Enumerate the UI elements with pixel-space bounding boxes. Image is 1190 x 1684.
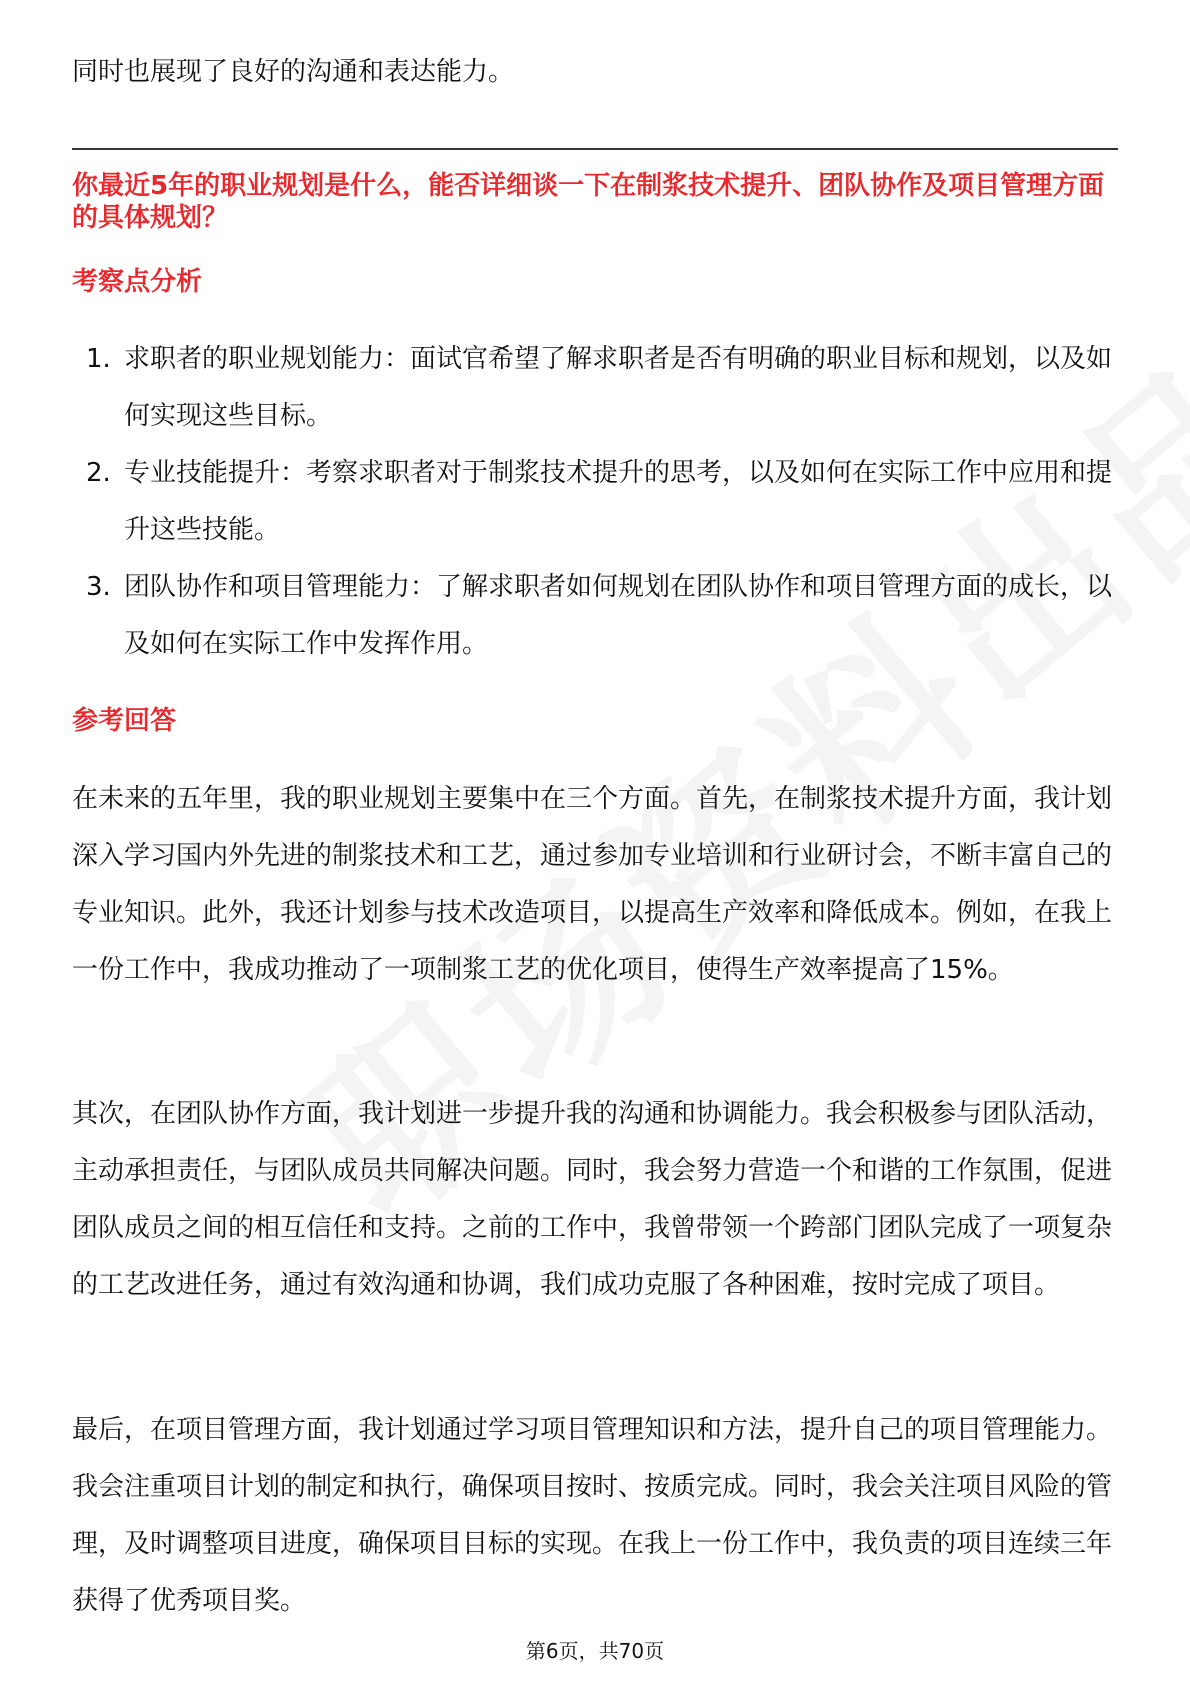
intro-line: 同时也展现了良好的沟通和表达能力。 xyxy=(72,57,515,87)
answer-paragraph: 在未来的五年里，我的职业规划主要集中在三个方面。首先，在制浆技术提升方面，我计划深入学习国内外先进的制浆技术和工艺，通过参加专业培训和行业研讨会，不断丰富自己的专业知识。此外，我还计划参与技术改造项目，以提高生产效率和降低成本。例如，在我上一份工作中，我成功推动了一项制浆工艺的优化项目，使得生产效率提高了15%。 xyxy=(72,784,1113,985)
list-number: 2. xyxy=(86,458,111,488)
question-title: 你最近5年的职业规划是什么，能否详细谈一下在制浆技术提升、团队协作及项目管理方面的具体规划？ xyxy=(72,171,1105,233)
list-item-text: 团队协作和项目管理能力：了解求职者如何规划在团队协作和项目管理方面的成长，以及如何在实际工作中发挥作用。 xyxy=(124,572,1113,659)
page-number-footer: 第6页，共70页 xyxy=(525,1639,665,1663)
answer-paragraph: 其次，在团队协作方面，我计划进一步提升我的沟通和协调能力。我会积极参与团队活动，主动承担责任，与团队成员共同解决问题。同时，我会努力营造一个和谐的工作氛围，促进团队成员之间的相互信任和支持。之前的工作中，我曾带领一个跨部门团队完成了一项复杂的工艺改进任务，通过有效沟通和协调，我们成功克服了各种困难，按时完成了项目。 xyxy=(72,1099,1113,1300)
list-item-text: 求职者的职业规划能力：面试官希望了解求职者是否有明确的职业目标和规划，以及如何实现这些目标。 xyxy=(124,344,1113,431)
answer-heading: 参考回答 xyxy=(72,706,177,736)
answer-paragraph: 最后，在项目管理方面，我计划通过学习项目管理知识和方法，提升自己的项目管理能力。我会注重项目计划的制定和执行，确保项目按时、按质完成。同时，我会关注项目风险的管理，及时调整项目进度，确保项目目标的实现。在我上一份工作中，我负责的项目连续三年获得了优秀项目奖。 xyxy=(72,1415,1113,1616)
list-number: 3. xyxy=(86,572,111,602)
analysis-heading: 考察点分析 xyxy=(72,267,203,297)
list-item xyxy=(72,331,1118,445)
list-number: 1. xyxy=(86,344,111,374)
list-item xyxy=(72,559,1118,673)
analysis-list xyxy=(72,331,1118,673)
list-item-text: 专业技能提升：考察求职者对于制浆技术提升的思考，以及如何在实际工作中应用和提升这些技能。 xyxy=(124,458,1113,545)
divider xyxy=(72,148,1118,150)
list-item xyxy=(72,445,1118,559)
